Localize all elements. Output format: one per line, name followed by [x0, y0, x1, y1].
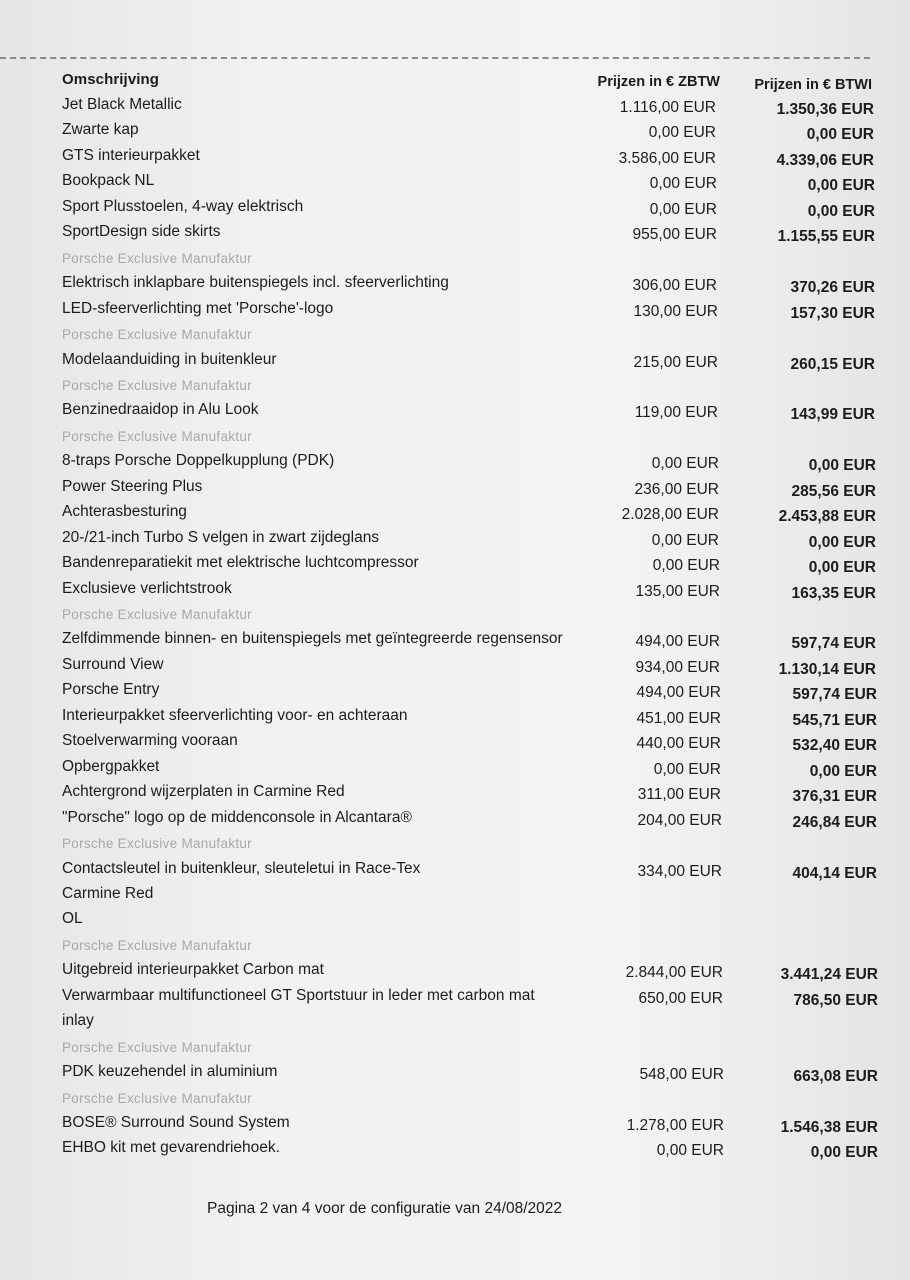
price-ex-vat: 548,00 EUR — [639, 1066, 724, 1083]
table-row — [0, 198, 910, 223]
price-ex-vat: 1.116,00 EUR — [619, 99, 716, 116]
table-header — [0, 68, 910, 94]
item-description: Surround View — [62, 656, 164, 673]
price-incl-vat: 1.155,55 EUR — [777, 228, 875, 245]
price-ex-vat: 0,00 EUR — [649, 201, 717, 218]
table-row — [0, 300, 910, 325]
item-description: Opbergpakket — [62, 758, 160, 775]
item-description: Interieurpakket sfeerverlichting voor- en achteraan — [62, 707, 408, 724]
manufaktur-note-row — [0, 1038, 910, 1063]
manufaktur-note-row — [0, 325, 910, 350]
page-footer: Pagina 2 van 4 voor de configuratie van 24/08/2022 — [207, 1200, 563, 1217]
table-row — [0, 96, 910, 121]
price-incl-vat: 260,15 EUR — [790, 356, 875, 373]
price-incl-vat: 285,56 EUR — [791, 483, 876, 500]
price-incl-vat: 163,35 EUR — [791, 585, 876, 602]
price-incl-vat: 597,74 EUR — [791, 635, 876, 652]
price-incl-vat: 404,14 EUR — [792, 865, 877, 882]
item-description: Achtergrond wijzerplaten in Carmine Red — [62, 783, 345, 800]
table-row — [0, 452, 910, 477]
price-ex-vat: 955,00 EUR — [632, 226, 717, 243]
manufaktur-note-row — [0, 936, 910, 961]
price-incl-vat: 3.441,24 EUR — [780, 966, 878, 983]
price-ex-vat: 3.586,00 EUR — [618, 150, 716, 167]
price-incl-vat: 2.453,88 EUR — [778, 508, 876, 525]
item-description: "Porsche" logo op de middenconsole in Alcantara® — [62, 809, 412, 826]
price-incl-vat: 376,31 EUR — [792, 788, 877, 805]
table-row — [0, 783, 910, 808]
price-ex-vat: 135,00 EUR — [635, 583, 720, 600]
price-ex-vat: 2.028,00 EUR — [621, 506, 719, 523]
item-description: EHBO kit met gevarendriehoek. — [62, 1139, 280, 1156]
table-row — [0, 809, 910, 834]
manufaktur-label: Porsche Exclusive Manufaktur — [62, 836, 252, 851]
price-ex-vat: 0,00 EUR — [656, 1142, 724, 1159]
manufaktur-note-row — [0, 427, 910, 452]
price-ex-vat: 204,00 EUR — [637, 812, 722, 829]
manufaktur-label: Porsche Exclusive Manufaktur — [62, 1091, 252, 1106]
item-description: Zwarte kap — [62, 121, 139, 138]
price-ex-vat: 130,00 EUR — [633, 303, 718, 320]
item-description: BOSE® Surround Sound System — [62, 1114, 290, 1131]
price-incl-vat: 4.339,06 EUR — [776, 152, 874, 169]
cut-off-text-fragment — [300, 0, 720, 4]
table-row — [0, 732, 910, 757]
price-incl-vat: 246,84 EUR — [792, 814, 877, 831]
price-incl-vat: 157,30 EUR — [790, 305, 875, 322]
item-description: Porsche Entry — [62, 681, 160, 698]
table-row — [0, 910, 910, 935]
item-description: Benzinedraaidop in Alu Look — [62, 401, 259, 418]
manufaktur-note-row — [0, 376, 910, 401]
price-ex-vat: 119,00 EUR — [634, 404, 718, 421]
price-ex-vat: 0,00 EUR — [651, 532, 719, 549]
header-price-incl-vat: Prijzen in € BTWI — [754, 77, 872, 93]
price-ex-vat: 650,00 EUR — [638, 990, 723, 1007]
table-row — [0, 707, 910, 732]
item-description: Elektrisch inklapbare buitenspiegels incl. sfeerverlichting — [62, 274, 449, 291]
table-row — [0, 961, 910, 986]
item-description: PDK keuzehendel in aluminium — [62, 1063, 278, 1080]
table-row — [0, 1063, 910, 1088]
price-ex-vat: 494,00 EUR — [635, 633, 720, 650]
price-ex-vat: 0,00 EUR — [648, 124, 716, 141]
table-row — [0, 1114, 910, 1139]
item-description: Modelaanduiding in buitenkleur — [62, 351, 277, 368]
price-incl-vat: 597,74 EUR — [792, 686, 877, 703]
manufaktur-label: Porsche Exclusive Manufaktur — [62, 378, 252, 393]
table-row — [0, 656, 910, 681]
price-incl-vat: 0,00 EUR — [808, 457, 876, 474]
manufaktur-label: Porsche Exclusive Manufaktur — [62, 251, 252, 266]
item-description: LED-sfeerverlichting met 'Porsche'-logo — [62, 300, 334, 317]
item-description: OL — [62, 910, 83, 927]
price-ex-vat: 494,00 EUR — [636, 684, 721, 701]
table-row — [0, 1139, 910, 1164]
item-description: 20-/21-inch Turbo S velgen in zwart zijdeglans — [62, 529, 380, 546]
manufaktur-note-row — [0, 1089, 910, 1114]
price-ex-vat: 0,00 EUR — [651, 455, 719, 472]
price-incl-vat: 545,71 EUR — [792, 712, 877, 729]
price-incl-vat: 663,08 EUR — [793, 1068, 878, 1085]
price-incl-vat: 1.350,36 EUR — [776, 101, 874, 118]
price-incl-vat: 0,00 EUR — [809, 763, 877, 780]
table-row — [0, 1012, 910, 1037]
item-description: Exclusieve verlichtstrook — [62, 580, 232, 597]
price-ex-vat: 440,00 EUR — [636, 735, 721, 752]
price-incl-vat: 370,26 EUR — [790, 279, 875, 296]
table-row — [0, 758, 910, 783]
item-description: Stoelverwarming vooraan — [62, 732, 238, 749]
item-description: GTS interieurpakket — [62, 147, 200, 164]
manufaktur-note-row — [0, 605, 910, 630]
table-row — [0, 172, 910, 197]
manufaktur-label: Porsche Exclusive Manufaktur — [62, 429, 252, 444]
price-incl-vat: 0,00 EUR — [810, 1144, 878, 1161]
item-description: Uitgebreid interieurpakket Carbon mat — [62, 961, 324, 978]
table-row — [0, 274, 910, 299]
price-ex-vat: 0,00 EUR — [653, 761, 721, 778]
price-ex-vat: 451,00 EUR — [636, 710, 721, 727]
table-row — [0, 987, 910, 1012]
price-ex-vat: 306,00 EUR — [632, 277, 717, 294]
price-incl-vat: 0,00 EUR — [808, 534, 876, 551]
item-description: Power Steering Plus — [62, 478, 203, 495]
price-incl-vat: 1.546,38 EUR — [780, 1119, 878, 1136]
item-description: 8-traps Porsche Doppelkupplung (PDK) — [62, 452, 335, 469]
table-row — [0, 351, 910, 376]
table-row — [0, 223, 910, 248]
item-description: Bandenreparatiekit met elektrische luchtcompressor — [62, 554, 419, 571]
table-row — [0, 121, 910, 146]
item-description: Contactsleutel in buitenkleur, sleuteletui in Race-Tex — [62, 860, 421, 877]
price-ex-vat: 934,00 EUR — [635, 659, 720, 676]
table-row — [0, 401, 910, 426]
table-row — [0, 630, 910, 655]
header-price-ex-vat: Prijzen in € ZBTW — [597, 74, 720, 90]
manufaktur-label: Porsche Exclusive Manufaktur — [62, 1040, 252, 1055]
table-row — [0, 529, 910, 554]
price-ex-vat: 311,00 EUR — [637, 786, 721, 803]
price-ex-vat: 236,00 EUR — [634, 481, 719, 498]
manufaktur-label: Porsche Exclusive Manufaktur — [62, 938, 252, 953]
price-ex-vat: 215,00 EUR — [633, 354, 718, 371]
price-incl-vat: 786,50 EUR — [793, 992, 878, 1009]
price-incl-vat: 143,99 EUR — [790, 406, 875, 423]
table-row — [0, 478, 910, 503]
price-incl-vat: 532,40 EUR — [792, 737, 877, 754]
price-ex-vat: 2.844,00 EUR — [625, 964, 723, 981]
separator-line — [0, 57, 870, 59]
price-incl-vat: 0,00 EUR — [808, 559, 876, 576]
price-ex-vat: 1.278,00 EUR — [626, 1117, 724, 1134]
manufaktur-label: Porsche Exclusive Manufaktur — [62, 607, 252, 622]
manufaktur-note-row — [0, 834, 910, 859]
item-description: Bookpack NL — [62, 172, 155, 189]
item-description: Sport Plusstoelen, 4-way elektrisch — [62, 198, 304, 215]
price-ex-vat: 0,00 EUR — [649, 175, 717, 192]
manufaktur-note-row — [0, 249, 910, 274]
item-description: Zelfdimmende binnen- en buitenspiegels met geïntegreerde regensensor — [62, 630, 563, 647]
table-row — [0, 860, 910, 885]
table-row — [0, 885, 910, 910]
item-description: SportDesign side skirts — [62, 223, 221, 240]
table-row — [0, 681, 910, 706]
table-row — [0, 580, 910, 605]
manufaktur-label: Porsche Exclusive Manufaktur — [62, 327, 252, 342]
item-description: Achterasbesturing — [62, 503, 187, 520]
table-row — [0, 554, 910, 579]
item-description: Verwarmbaar multifunctioneel GT Sportstuur in leder met carbon mat — [62, 987, 535, 1004]
price-incl-vat: 0,00 EUR — [807, 177, 875, 194]
table-row — [0, 147, 910, 172]
item-description: Jet Black Metallic — [62, 96, 182, 113]
price-incl-vat: 0,00 EUR — [806, 126, 874, 143]
item-description: Carmine Red — [62, 885, 154, 902]
header-description: Omschrijving — [62, 71, 160, 88]
price-ex-vat: 334,00 EUR — [637, 863, 722, 880]
price-incl-vat: 1.130,14 EUR — [778, 661, 876, 678]
price-ex-vat: 0,00 EUR — [652, 557, 720, 574]
price-incl-vat: 0,00 EUR — [807, 203, 875, 220]
table-row — [0, 503, 910, 528]
item-description: inlay — [62, 1012, 94, 1029]
